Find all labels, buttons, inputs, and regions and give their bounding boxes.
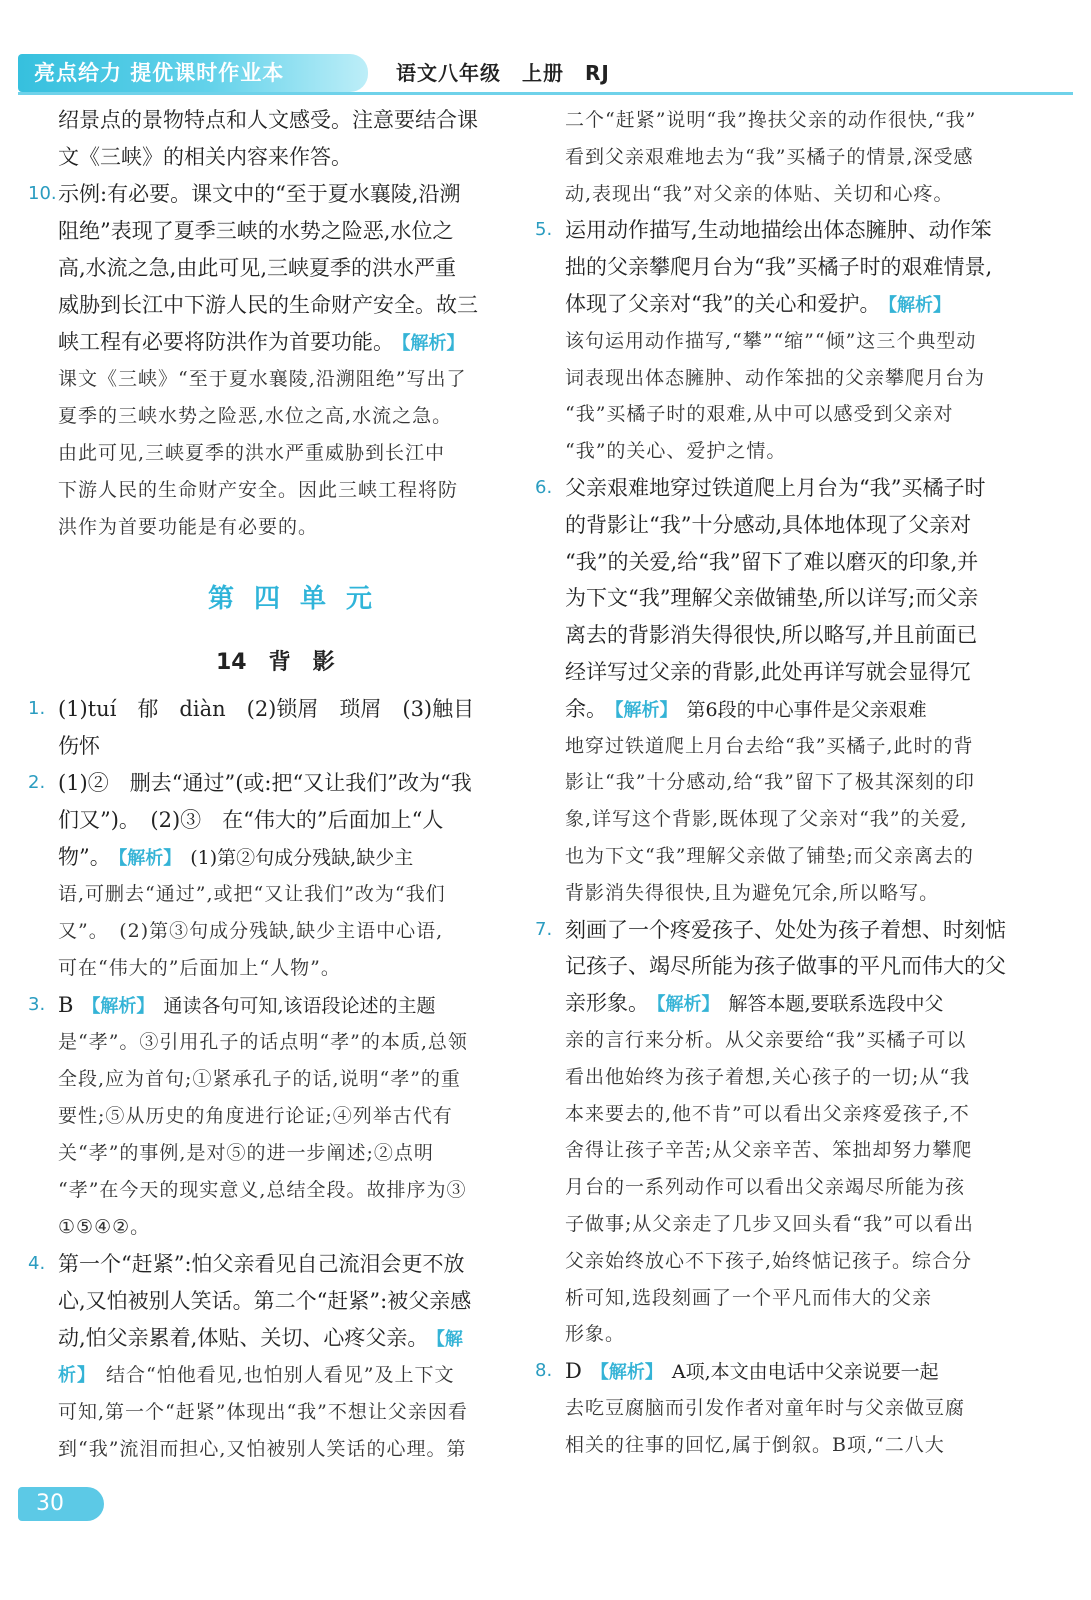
line-text: 背影消失得很快,且为避免冗余,所以略写。 xyxy=(565,881,940,904)
line-text: “我”的关爱,给“我”留下了难以磨灭的印象,并 xyxy=(565,549,979,574)
answer-line xyxy=(58,916,443,946)
answer-line xyxy=(58,842,413,872)
answer-line xyxy=(535,1356,939,1386)
answer-line xyxy=(565,657,971,687)
answer-line xyxy=(565,436,786,466)
answer-line xyxy=(565,1099,970,1129)
analysis-tag: 【解析】 xyxy=(581,1362,672,1384)
line-text: 又”。 (2)第③句成分残缺,缺少主语中心语, xyxy=(58,920,444,942)
line-text: 动,表现出“我”对父亲的体贴、关切和心疼。 xyxy=(565,182,954,205)
page-header xyxy=(18,54,1073,92)
analysis-tag: 【解析】 xyxy=(383,333,474,354)
answer-line xyxy=(565,1393,965,1423)
line-text: 象,详写这个背影,既体现了父亲对“我”的关爱, xyxy=(565,808,968,831)
answer-line xyxy=(28,768,472,798)
line-text: 全段,应为首句;①紧承孔子的话,说明“孝”的重 xyxy=(58,1068,461,1090)
answer-line xyxy=(565,289,960,319)
answer-line xyxy=(565,1283,932,1313)
answer-line xyxy=(28,1249,465,1279)
line-text: 威胁到长江中下游人民的生命财产安全。故三 xyxy=(58,293,478,317)
line-text: 本来要去的,他不肯”可以看出父亲疼爱孩子,不 xyxy=(565,1102,970,1125)
line-text: 析可知,选段刻画了一个平凡而伟大的父亲 xyxy=(565,1286,933,1309)
page-number: 30 xyxy=(18,1487,104,1521)
analysis-tag: 析】 xyxy=(58,1365,106,1386)
line-text: 词表现出体态臃肿、动作笨拙的父亲攀爬月台为 xyxy=(565,366,986,389)
answer-line xyxy=(565,1209,974,1239)
line-text: 可在“伟大的”后面加上“人物”。 xyxy=(58,957,341,979)
answer-line xyxy=(58,1064,461,1094)
subject-label: 语文八年级 上册 RJ xyxy=(396,61,610,85)
line-text: 相关的往事的回忆,属于倒叙。B项,“二八大 xyxy=(565,1433,945,1456)
line-text: 地穿过铁道爬上月台去给“我”买橘子,此时的背 xyxy=(565,734,974,757)
answer-line xyxy=(58,1286,471,1316)
analysis-tag: 【解析】 xyxy=(596,699,687,721)
question-number: 4. xyxy=(28,1253,46,1274)
answer-line xyxy=(58,1027,468,1057)
answer-line xyxy=(565,804,968,834)
analysis-tag: 【解析】 xyxy=(869,295,960,316)
question-number: 10. xyxy=(28,183,57,204)
analysis-tag: 【解析】 xyxy=(100,848,191,869)
line-text: 看出他始终为孩子着想,关心孩子的一切;从“我 xyxy=(565,1065,971,1088)
answer-line xyxy=(535,915,1006,945)
line-text: 离去的背影消失得很快,所以略写,并且前面已 xyxy=(565,623,978,648)
answer-line xyxy=(565,620,977,650)
answer-line xyxy=(565,767,975,797)
line-text: 拙的父亲攀爬月台为“我”买橘子时的艰难情景, xyxy=(565,255,993,280)
line-text: (1)tuí 郁 diàn (2)锁屑 琐屑 (3)触目 xyxy=(58,697,475,721)
line-text: 余。 xyxy=(565,696,597,721)
line-text: 该句运用动作描写,“攀”“缩”“倾”这三个典型动 xyxy=(565,329,977,352)
line-text: 物”。 xyxy=(58,845,101,869)
answer-line xyxy=(58,105,478,135)
line-text: B xyxy=(58,993,74,1017)
question-number: 7. xyxy=(535,918,553,940)
line-text: 经详写过父亲的背影,此处再详写就会显得冗 xyxy=(565,660,971,684)
line-text: 高,水流之急,由此可见,三峡夏季的洪水严重 xyxy=(58,256,457,280)
line-text: 第一个“赶紧”:怕父亲看见自己流泪会更不放 xyxy=(58,1252,465,1276)
line-text: 要性;⑤从历史的角度进行论证;④列举古代有 xyxy=(58,1105,453,1127)
line-text: 影让“我”十分感动,给“我”留下了极其深刻的印 xyxy=(565,771,975,794)
answer-line xyxy=(565,951,1006,981)
answer-line xyxy=(58,475,458,505)
answer-line xyxy=(58,805,443,835)
answer-line xyxy=(58,1360,454,1390)
line-text: 示例:有必要。课文中的“至于夏水襄陵,沿溯 xyxy=(58,182,461,206)
book-title-banner: 亮点给力 提优课时作业本 xyxy=(18,54,368,92)
line-text: 为下文“我”理解父亲做铺垫,所以详写;而父亲 xyxy=(565,586,979,611)
line-text: D xyxy=(565,1359,582,1384)
answer-line xyxy=(565,1172,965,1202)
line-text: 舍得让孩子辛苦;从父亲辛苦、笨拙却努力攀爬 xyxy=(565,1139,973,1162)
line-text: 解答本题,要联系选段中父 xyxy=(728,993,944,1016)
line-text: 的背影让“我”十分感动,具体地体现了父亲对 xyxy=(565,512,972,537)
header-divider xyxy=(18,92,1073,95)
answer-line xyxy=(58,512,318,542)
line-text: A项,本文由电话中父亲说要一起 xyxy=(671,1361,939,1384)
answer-line xyxy=(58,253,456,283)
answer-line xyxy=(565,1430,945,1460)
answer-line xyxy=(58,1101,453,1131)
line-text: (1)第②句成分残缺,缺少主 xyxy=(190,847,414,869)
answer-line xyxy=(565,1319,625,1349)
question-number: 2. xyxy=(28,772,46,793)
line-text: 关“孝”的事例,是对⑤的进一步阐述;②点明 xyxy=(58,1142,434,1164)
answer-line xyxy=(565,399,953,429)
answer-line xyxy=(58,1397,468,1427)
answer-line xyxy=(58,879,446,909)
answer-line xyxy=(28,990,436,1020)
question-number: 8. xyxy=(535,1360,553,1382)
question-number: 6. xyxy=(535,477,553,498)
line-text: 第6段的中心事件是父亲艰难 xyxy=(686,698,927,721)
analysis-tag: 【解析】 xyxy=(73,996,164,1017)
answer-line xyxy=(535,473,986,503)
line-text: 形象。 xyxy=(565,1323,626,1346)
answer-line xyxy=(58,327,474,357)
unit-title: 第四单元 xyxy=(208,584,393,614)
answer-line xyxy=(58,216,453,246)
answer-line xyxy=(565,841,974,871)
line-text: 月台的一系列动作可以看出父亲竭尽所能为孩 xyxy=(565,1176,966,1199)
line-text: 文《三峡》的相关内容来作答。 xyxy=(58,145,352,169)
line-text: 洪作为首要功能是有必要的。 xyxy=(58,516,319,538)
answer-line xyxy=(565,547,978,577)
answer-line xyxy=(565,583,978,613)
line-text: 父亲始终放心不下孩子,始终惦记孩子。综合分 xyxy=(565,1249,973,1272)
line-text: “我”买橘子时的艰难,从中可以感受到父亲对 xyxy=(565,403,954,426)
line-text: 刻画了一个疼爱孩子、处处为孩子着想、时刻惦 xyxy=(565,917,1006,942)
answer-line xyxy=(58,1434,466,1464)
answer-line xyxy=(28,179,461,209)
line-text: 子做事;从父亲走了几步又回头看“我”可以看出 xyxy=(565,1213,974,1235)
answer-line xyxy=(58,953,341,983)
line-text: 通读各句可知,该语段论述的主题 xyxy=(163,995,436,1017)
line-text: 动,怕父亲累着,体贴、关切、心疼父亲。 xyxy=(58,1326,418,1350)
answer-line xyxy=(565,252,992,282)
answer-line xyxy=(565,731,973,761)
line-text: 夏季的三峡水势之险恶,水位之高,水流之急。 xyxy=(58,405,453,427)
answer-line xyxy=(58,438,445,468)
question-number: 5. xyxy=(535,219,553,241)
answer-line xyxy=(58,290,478,320)
line-text: 亲的言行来分析。从父亲要给“我”买橘子可以 xyxy=(565,1029,967,1051)
line-text: 看到父亲艰难地去为“我”买橘子的情景,深受感 xyxy=(565,145,974,168)
line-text: 峡工程有必要将防洪作为首要功能。 xyxy=(58,330,384,354)
answer-line xyxy=(565,142,973,172)
answer-line xyxy=(58,731,100,761)
answer-line xyxy=(565,1062,970,1092)
line-text: 语,可删去“通过”,或把“又让我们”改为“我们 xyxy=(58,883,446,905)
analysis-tag: 【解 xyxy=(417,1329,481,1350)
line-text: 也为下文“我”理解父亲做了铺垫;而父亲离去的 xyxy=(565,845,974,867)
answer-line xyxy=(565,1025,966,1055)
line-text: (1)② 删去“通过”(或:把“又让我们”改为“我 xyxy=(58,771,472,795)
answer-line xyxy=(58,142,352,172)
line-text: 下游人民的生命财产安全。因此三峡工程将防 xyxy=(58,479,459,501)
line-text: 亲形象。 xyxy=(565,991,639,1016)
answer-line xyxy=(565,988,944,1018)
analysis-tag: 【解析】 xyxy=(638,994,729,1016)
answer-line xyxy=(565,510,971,540)
line-text: 由此可见,三峡夏季的洪水严重威胁到长江中 xyxy=(58,442,446,464)
line-text: “我”的关心、爱护之情。 xyxy=(565,440,787,463)
answer-line xyxy=(565,105,976,135)
answer-line xyxy=(58,1323,481,1353)
answer-line xyxy=(565,1246,972,1276)
answer-line xyxy=(58,401,452,431)
line-text: 到“我”流泪而担心,又怕被别人笑话的心理。第 xyxy=(58,1438,467,1460)
line-text: 伤怀 xyxy=(58,734,100,758)
question-number: 3. xyxy=(28,994,46,1015)
line-text: 阻绝”表现了夏季三峡的水势之险恶,水位之 xyxy=(58,219,454,243)
answer-line xyxy=(565,878,939,908)
answer-line xyxy=(58,1175,466,1205)
line-text: 记孩子、竭尽所能为孩子做事的平凡而伟大的父 xyxy=(565,954,1006,979)
answer-line xyxy=(565,179,953,209)
line-text: 是“孝”。③引用孔子的话点明“孝”的本质,总领 xyxy=(58,1031,468,1053)
line-text: 们又”)。 (2)③ 在“伟大的”后面加上“人 xyxy=(58,808,444,832)
lesson-title: 14 背 影 xyxy=(216,650,335,675)
line-text: ①⑤④②。 xyxy=(58,1216,151,1238)
line-text: 父亲艰难地穿过铁道爬上月台为“我”买橘子时 xyxy=(565,476,986,500)
line-text: 可知,第一个“赶紧”体现出“我”不想让父亲因看 xyxy=(58,1401,468,1423)
answer-line xyxy=(565,326,976,356)
line-text: “孝”在今天的现实意义,总结全段。故排序为③ xyxy=(58,1179,467,1201)
line-text: 二个“赶紧”说明“我”搀扶父亲的动作很快,“我” xyxy=(565,109,977,131)
answer-line xyxy=(565,694,927,724)
answer-line xyxy=(28,694,475,724)
answer-line xyxy=(58,1212,150,1242)
line-text: 结合“怕他看见,也怕别人看见”及上下文 xyxy=(106,1364,455,1386)
line-text: 去吃豆腐脑而引发作者对童年时与父亲做豆腐 xyxy=(565,1397,966,1419)
line-text: 绍景点的景物特点和人文感受。注意要结合课 xyxy=(58,108,478,132)
line-text: 课文《三峡》“至于夏水襄陵,沿溯阻绝”写出了 xyxy=(58,368,467,390)
answer-line xyxy=(58,364,466,394)
line-text: 心,又怕被别人笑话。第二个“赶紧”:被父亲感 xyxy=(58,1289,472,1313)
answer-line xyxy=(535,215,992,245)
answer-line xyxy=(565,1135,972,1165)
answer-line xyxy=(58,1138,434,1168)
question-number: 1. xyxy=(28,698,46,719)
line-text: 体现了父亲对“我”的关心和爱护。 xyxy=(565,292,870,316)
line-text: 运用动作描写,生动地描绘出体态臃肿、动作笨 xyxy=(565,218,992,243)
answer-line xyxy=(565,363,985,393)
